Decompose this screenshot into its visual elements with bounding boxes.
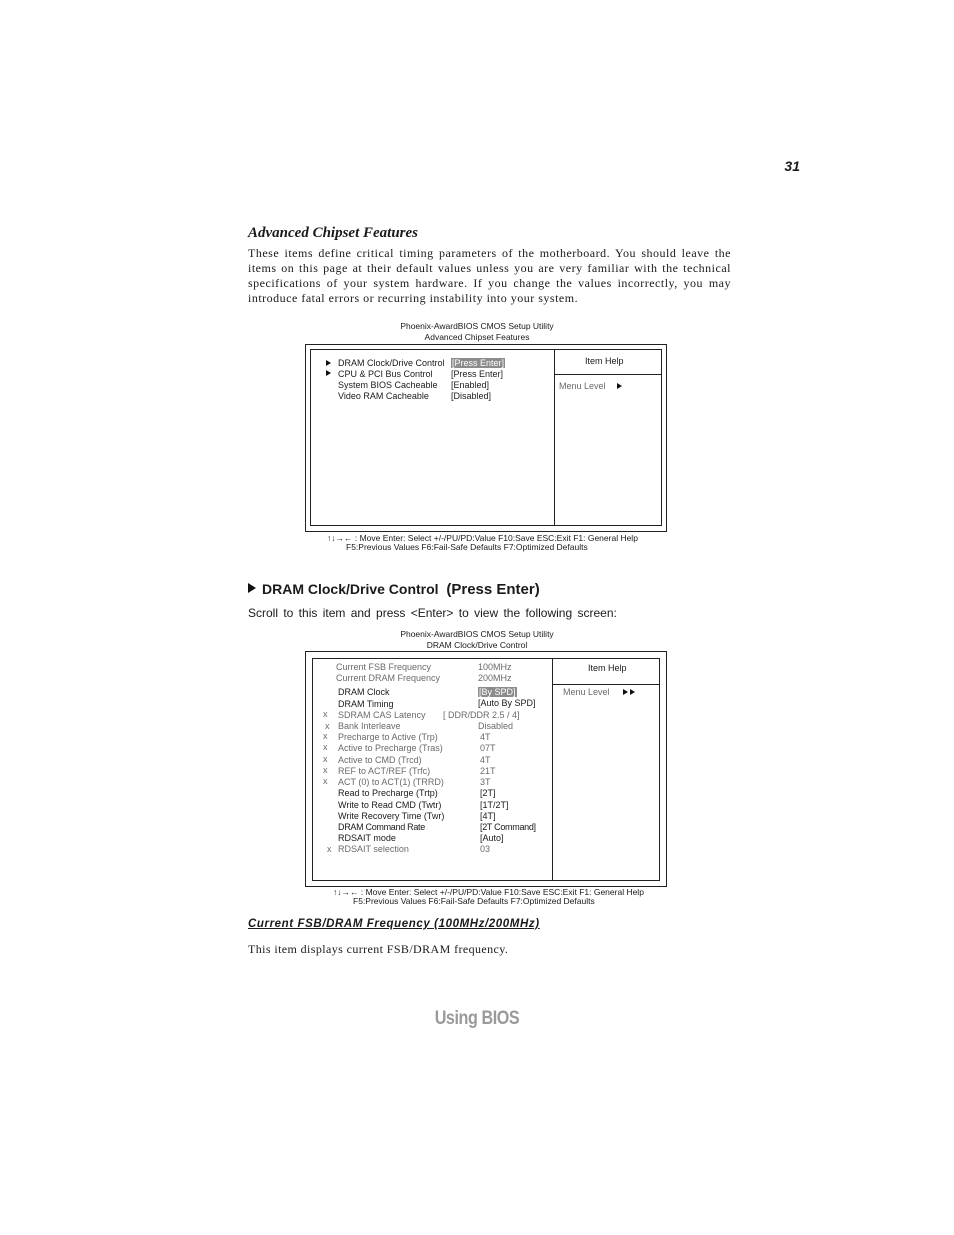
menu-item-dram-clock-value[interactable]: [Press Enter] [452, 358, 505, 368]
dram-row-value: 4T [480, 755, 491, 765]
dram-row-value: 200MHz [478, 673, 512, 683]
section-title: Advanced Chipset Features [248, 225, 419, 241]
screen2-menu-level-label: Menu Level [563, 687, 610, 697]
menu-item-video-ram-value[interactable]: [Disabled] [451, 391, 492, 401]
dram-row-label: SDRAM CAS Latency [338, 710, 426, 720]
dram-row-value[interactable]: [1T/2T] [480, 800, 509, 810]
dram-row-label: Current FSB Frequency [336, 662, 432, 672]
disabled-mark: x [323, 742, 328, 752]
double-triangle-right-icon [623, 687, 635, 698]
menu-item-bios-cacheable-label[interactable]: System BIOS Cacheable [338, 380, 438, 390]
intro-paragraph: These items define critical timing parameters of the motherboard. You should leave the items on this page at their default values unless you are very familiar with the technical specifications of your system hardware. If you change the values incorrectly, you may introduce fatal errors or recurring instability into your system. [248, 246, 731, 305]
dram-heading-suffix: (Press Enter) [446, 581, 540, 598]
menu-item-bios-cacheable-value[interactable]: [Enabled] [451, 380, 490, 390]
screen2-caption-line2: DRAM Clock/Drive Control [426, 640, 528, 650]
dram-row-label: ACT (0) to ACT(1) (TRRD) [338, 777, 444, 787]
screen1-footer-keys: ↑↓→← : Move Enter: Select +/-/PU/PD:Value F10:Save ESC:Exit F1: General Help [327, 533, 638, 543]
dram-row-label[interactable]: Read to Precharge (Trtp) [338, 788, 438, 798]
menu-item-dram-clock-label[interactable]: DRAM Clock/Drive Control [338, 358, 445, 368]
dram-row-value: 21T [480, 766, 496, 776]
disabled-mark: x [323, 754, 328, 764]
dram-row-value[interactable]: [Auto] [480, 833, 504, 843]
screen1-help-divider [555, 374, 661, 375]
screen1-item-help-label: Item Help [585, 356, 624, 366]
dram-row-value: 03 [480, 844, 491, 854]
dram-row-label: Precharge to Active (Trp) [338, 732, 438, 742]
dram-row-label: Active to Precharge (Tras) [338, 743, 443, 753]
submenu-arrow-icon [326, 368, 331, 379]
dram-row-value: 4T [480, 732, 491, 742]
dram-row-label[interactable]: Write to Read CMD (Twtr) [338, 800, 442, 810]
dram-row-value: 07T [480, 743, 496, 753]
screen1-caption-line2: Advanced Chipset Features [424, 332, 530, 342]
screen2-footer-keys: ↑↓→← : Move Enter: Select +/-/PU/PD:Value F10:Save ESC:Exit F1: General Help [333, 887, 644, 897]
page-number: 31 [784, 158, 800, 174]
dram-row-value[interactable]: [2T Command] [480, 822, 536, 832]
triangle-right-icon [326, 360, 331, 366]
dram-heading-text: DRAM Clock/Drive Control [262, 581, 439, 597]
dram-row-value-selected[interactable]: [By SPD] [479, 687, 516, 697]
dram-row-label: Active to CMD (Trcd) [338, 755, 422, 765]
dram-row-value: Disabled [478, 721, 514, 731]
dram-row-label[interactable]: DRAM Clock [338, 687, 390, 697]
dram-row-label: Bank Interleave [338, 721, 401, 731]
dram-row-label[interactable]: RDSAIT mode [338, 833, 396, 843]
subsection-title: Current FSB/DRAM Frequency (100MHz/200MHz) [248, 918, 540, 930]
dram-row-label: REF to ACT/REF (Trfc) [338, 766, 431, 776]
menu-level-indicator [617, 381, 622, 392]
screen1-caption-line1: Phoenix-AwardBIOS CMOS Setup Utility [400, 321, 554, 331]
dram-row-label: RDSAIT selection [338, 844, 409, 854]
triangle-right-icon [248, 583, 256, 593]
triangle-right-icon [326, 370, 331, 376]
dram-row-value[interactable]: [2T] [480, 788, 496, 798]
menu-item-video-ram-label[interactable]: Video RAM Cacheable [338, 391, 429, 401]
subsection-body: This item displays current FSB/DRAM frequency. [248, 942, 509, 956]
menu-item-cpu-pci-value[interactable]: [Press Enter] [451, 369, 504, 379]
screen2-footer-defaults: F5:Previous Values F6:Fail-Safe Defaults F7:Optimized Defaults [353, 896, 595, 906]
dram-row-value: 3T [480, 777, 491, 787]
dram-row-value: [ DDR/DDR 2.5 / 4] [443, 710, 520, 720]
disabled-mark: x [323, 731, 328, 741]
dram-row-label: Current DRAM Frequency [336, 673, 441, 683]
dram-row-value[interactable]: [Auto By SPD] [478, 698, 536, 708]
dram-row-label[interactable]: DRAM Command Rate [338, 822, 425, 832]
disabled-mark: x [323, 709, 328, 719]
screen2-caption-line1: Phoenix-AwardBIOS CMOS Setup Utility [400, 629, 554, 639]
chapter-footer-title: Using BIOS [434, 1008, 520, 1029]
screen1-help-panel [554, 349, 662, 526]
disabled-mark: x [323, 765, 328, 775]
disabled-mark: x [325, 721, 330, 731]
scroll-instruction: Scroll to this item and press <Enter> to view the following screen: [248, 606, 617, 620]
dram-section-heading [248, 581, 540, 598]
screen2-item-help-label: Item Help [588, 663, 627, 673]
dram-row-value: 100MHz [478, 662, 512, 672]
disabled-mark: x [327, 844, 332, 854]
triangle-right-icon [617, 383, 622, 389]
dram-row-label[interactable]: Write Recovery Time (Twr) [338, 811, 445, 821]
disabled-mark: x [323, 776, 328, 786]
screen1-footer-defaults: F5:Previous Values F6:Fail-Safe Defaults F7:Optimized Defaults [346, 542, 588, 552]
menu-item-cpu-pci-label[interactable]: CPU & PCI Bus Control [338, 369, 433, 379]
triangle-right-icon [630, 689, 635, 695]
dram-row-value[interactable]: [4T] [480, 811, 496, 821]
screen1-menu-level-label: Menu Level [559, 381, 606, 391]
screen2-help-divider [553, 684, 659, 685]
dram-row-label[interactable]: DRAM Timing [338, 699, 394, 709]
triangle-right-icon [623, 689, 628, 695]
